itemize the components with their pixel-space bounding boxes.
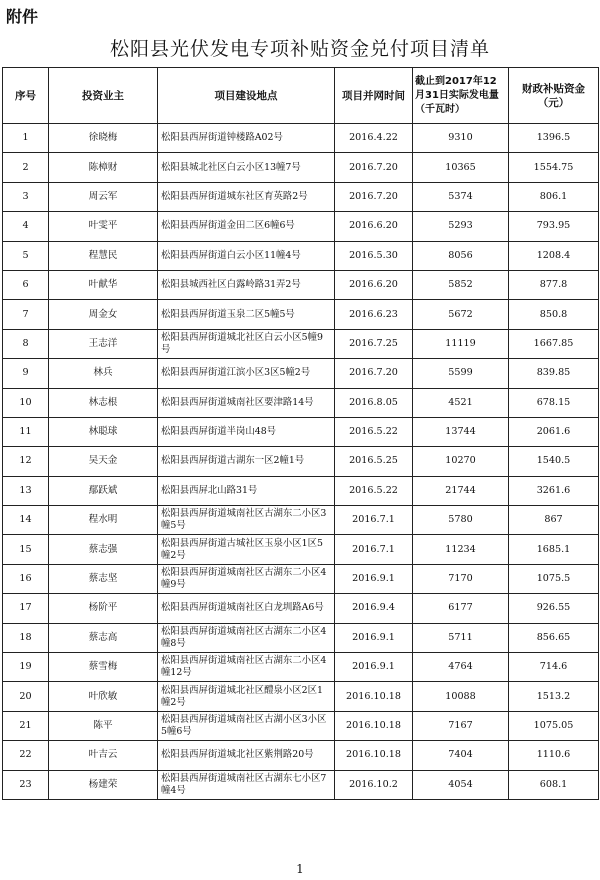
cell-generation: 7170 <box>413 564 509 593</box>
cell-location: 松阳县西屏街道江滨小区3区5幢2号 <box>158 359 335 388</box>
cell-subsidy: 867 <box>509 506 599 535</box>
cell-owner: 王志洋 <box>49 329 158 358</box>
cell-generation: 8056 <box>413 241 509 270</box>
cell-grid-date: 2016.5.30 <box>335 241 413 270</box>
cell-location: 松阳县西屏街道白云小区11幢4号 <box>158 241 335 270</box>
cell-subsidy: 1554.75 <box>509 153 599 182</box>
cell-owner: 叶献华 <box>49 270 158 299</box>
table-row <box>3 241 599 270</box>
cell-no: 1 <box>3 124 49 153</box>
cell-location: 松阳县西屏街道城北社区白云小区5幢9号 <box>158 329 335 358</box>
table-row <box>3 741 599 770</box>
cell-generation: 13744 <box>413 417 509 446</box>
table-row <box>3 153 599 182</box>
cell-location: 松阳县西屏街道钟楼路A02号 <box>158 124 335 153</box>
cell-no: 3 <box>3 182 49 211</box>
cell-subsidy: 806.1 <box>509 182 599 211</box>
cell-generation: 10088 <box>413 682 509 711</box>
cell-no: 21 <box>3 711 49 740</box>
cell-location: 松阳县西屏街道城南社区古湖东二小区4幢12号 <box>158 653 335 682</box>
cell-no: 10 <box>3 388 49 417</box>
table-row <box>3 594 599 623</box>
cell-location: 松阳县西屏街道城南社区白龙圳路A6号 <box>158 594 335 623</box>
cell-no: 13 <box>3 476 49 505</box>
cell-generation: 4521 <box>413 388 509 417</box>
table-row <box>3 124 599 153</box>
cell-no: 4 <box>3 212 49 241</box>
cell-owner: 蔡志高 <box>49 623 158 652</box>
cell-generation: 5599 <box>413 359 509 388</box>
cell-grid-date: 2016.9.1 <box>335 653 413 682</box>
cell-location: 松阳县西屏街道城东社区育英路2号 <box>158 182 335 211</box>
attachment-label: 附件 <box>6 7 39 26</box>
cell-owner: 周云军 <box>49 182 158 211</box>
cell-location: 松阳县西屏街道半岗山48号 <box>158 417 335 446</box>
cell-location: 松阳县西屏街道城南社区古湖东二小区4幢8号 <box>158 623 335 652</box>
cell-location: 松阳县城西社区白露岭路31弄2号 <box>158 270 335 299</box>
document-title: 松阳县光伏发电专项补贴资金兑付项目清单 <box>109 38 490 60</box>
cell-grid-date: 2016.6.20 <box>335 270 413 299</box>
table-row <box>3 564 599 593</box>
cell-owner: 陈樟财 <box>49 153 158 182</box>
cell-owner: 叶吉云 <box>49 741 158 770</box>
cell-subsidy: 877.8 <box>509 270 599 299</box>
table-body <box>3 124 599 800</box>
cell-no: 12 <box>3 447 49 476</box>
cell-no: 22 <box>3 741 49 770</box>
cell-subsidy: 1667.85 <box>509 329 599 358</box>
cell-no: 17 <box>3 594 49 623</box>
cell-no: 15 <box>3 535 49 564</box>
table-row <box>3 682 599 711</box>
cell-location: 松阳县西屏街道古城社区玉泉小区1区5幢2号 <box>158 535 335 564</box>
cell-grid-date: 2016.9.1 <box>335 564 413 593</box>
header-owner: 投资业主 <box>49 68 158 124</box>
cell-subsidy: 1075.5 <box>509 564 599 593</box>
cell-grid-date: 2016.7.25 <box>335 329 413 358</box>
cell-grid-date: 2016.7.1 <box>335 535 413 564</box>
cell-subsidy: 839.85 <box>509 359 599 388</box>
cell-owner: 周金女 <box>49 300 158 329</box>
cell-grid-date: 2016.7.20 <box>335 359 413 388</box>
cell-location: 松阳县西屏街道玉泉二区5幢5号 <box>158 300 335 329</box>
table-row <box>3 476 599 505</box>
cell-subsidy: 3261.6 <box>509 476 599 505</box>
cell-grid-date: 2016.6.20 <box>335 212 413 241</box>
cell-grid-date: 2016.6.23 <box>335 300 413 329</box>
cell-generation: 10270 <box>413 447 509 476</box>
header-no: 序号 <box>3 68 49 124</box>
cell-owner: 鄢跃斌 <box>49 476 158 505</box>
cell-no: 9 <box>3 359 49 388</box>
cell-subsidy: 1513.2 <box>509 682 599 711</box>
cell-location: 松阳县西屏街道城北社区醴泉小区2区1幢2号 <box>158 682 335 711</box>
table-row <box>3 447 599 476</box>
cell-no: 18 <box>3 623 49 652</box>
cell-owner: 林聪球 <box>49 417 158 446</box>
cell-no: 8 <box>3 329 49 358</box>
cell-no: 19 <box>3 653 49 682</box>
cell-subsidy: 608.1 <box>509 770 599 799</box>
cell-subsidy: 1396.5 <box>509 124 599 153</box>
cell-subsidy: 1685.1 <box>509 535 599 564</box>
cell-grid-date: 2016.10.18 <box>335 741 413 770</box>
table-row <box>3 329 599 358</box>
cell-grid-date: 2016.8.05 <box>335 388 413 417</box>
cell-location: 松阳县西屏街道城南社区古湖东七小区7幢4号 <box>158 770 335 799</box>
cell-generation: 21744 <box>413 476 509 505</box>
cell-subsidy: 850.8 <box>509 300 599 329</box>
table-row <box>3 182 599 211</box>
cell-grid-date: 2016.9.4 <box>335 594 413 623</box>
cell-no: 14 <box>3 506 49 535</box>
header-subsidy: 财政补贴资金（元） <box>509 68 599 124</box>
table-row <box>3 300 599 329</box>
cell-generation: 6177 <box>413 594 509 623</box>
cell-subsidy: 856.65 <box>509 623 599 652</box>
cell-grid-date: 2016.7.1 <box>335 506 413 535</box>
cell-generation: 11234 <box>413 535 509 564</box>
table-row <box>3 270 599 299</box>
cell-no: 2 <box>3 153 49 182</box>
cell-generation: 4054 <box>413 770 509 799</box>
cell-no: 6 <box>3 270 49 299</box>
subsidy-table <box>2 67 599 800</box>
cell-generation: 5374 <box>413 182 509 211</box>
cell-location: 松阳县西屏街道城北社区紫荆路20号 <box>158 741 335 770</box>
cell-no: 16 <box>3 564 49 593</box>
table-row <box>3 535 599 564</box>
cell-owner: 程慧民 <box>49 241 158 270</box>
cell-subsidy: 1540.5 <box>509 447 599 476</box>
cell-generation: 7404 <box>413 741 509 770</box>
cell-grid-date: 2016.4.22 <box>335 124 413 153</box>
cell-location: 松阳县西屏街道城南社区古湖小区3小区5幢6号 <box>158 711 335 740</box>
cell-no: 23 <box>3 770 49 799</box>
cell-generation: 9310 <box>413 124 509 153</box>
header-grid-date: 项目并网时间 <box>335 68 413 124</box>
cell-generation: 5711 <box>413 623 509 652</box>
cell-generation: 7167 <box>413 711 509 740</box>
cell-owner: 程水明 <box>49 506 158 535</box>
cell-generation: 5780 <box>413 506 509 535</box>
cell-generation: 10365 <box>413 153 509 182</box>
cell-location: 松阳县西屏街道城南社区要津路14号 <box>158 388 335 417</box>
cell-grid-date: 2016.10.18 <box>335 682 413 711</box>
cell-owner: 叶欣敏 <box>49 682 158 711</box>
cell-subsidy: 678.15 <box>509 388 599 417</box>
cell-location: 松阳县西屏北山路31号 <box>158 476 335 505</box>
cell-owner: 杨建荣 <box>49 770 158 799</box>
table-row <box>3 359 599 388</box>
cell-no: 20 <box>3 682 49 711</box>
cell-generation: 5672 <box>413 300 509 329</box>
cell-grid-date: 2016.9.1 <box>335 623 413 652</box>
cell-owner: 蔡雪梅 <box>49 653 158 682</box>
cell-owner: 蔡志强 <box>49 535 158 564</box>
cell-location: 松阳县城北社区白云小区13幢7号 <box>158 153 335 182</box>
cell-grid-date: 2016.10.18 <box>335 711 413 740</box>
cell-grid-date: 2016.5.25 <box>335 447 413 476</box>
header-generation: 截止到2017年12月31日实际发电量（千瓦时） <box>413 68 509 124</box>
cell-generation: 5293 <box>413 212 509 241</box>
cell-owner: 吴天金 <box>49 447 158 476</box>
table-row <box>3 506 599 535</box>
table-header-row <box>3 68 599 124</box>
table-row <box>3 623 599 652</box>
cell-location: 松阳县西屏街道金田二区6幢6号 <box>158 212 335 241</box>
cell-owner: 陈平 <box>49 711 158 740</box>
cell-grid-date: 2016.5.22 <box>335 417 413 446</box>
cell-subsidy: 926.55 <box>509 594 599 623</box>
cell-subsidy: 714.6 <box>509 653 599 682</box>
cell-owner: 杨阶平 <box>49 594 158 623</box>
cell-no: 7 <box>3 300 49 329</box>
cell-location: 松阳县西屏街道古湖东一区2幢1号 <box>158 447 335 476</box>
table-row <box>3 711 599 740</box>
table-row <box>3 212 599 241</box>
cell-generation: 11119 <box>413 329 509 358</box>
cell-location: 松阳县西屏街道城南社区古湖东二小区3幢5号 <box>158 506 335 535</box>
cell-generation: 5852 <box>413 270 509 299</box>
page-number: 1 <box>296 862 304 876</box>
table-row <box>3 417 599 446</box>
cell-subsidy: 1110.6 <box>509 741 599 770</box>
cell-grid-date: 2016.5.22 <box>335 476 413 505</box>
table-row <box>3 388 599 417</box>
header-location: 项目建设地点 <box>158 68 335 124</box>
cell-grid-date: 2016.10.2 <box>335 770 413 799</box>
cell-subsidy: 1208.4 <box>509 241 599 270</box>
table-row <box>3 770 599 799</box>
cell-subsidy: 2061.6 <box>509 417 599 446</box>
table-row <box>3 653 599 682</box>
cell-no: 5 <box>3 241 49 270</box>
cell-owner: 林志根 <box>49 388 158 417</box>
cell-owner: 叶雯平 <box>49 212 158 241</box>
cell-grid-date: 2016.7.20 <box>335 153 413 182</box>
cell-no: 11 <box>3 417 49 446</box>
cell-subsidy: 1075.05 <box>509 711 599 740</box>
cell-generation: 4764 <box>413 653 509 682</box>
cell-owner: 徐晓梅 <box>49 124 158 153</box>
cell-owner: 蔡志坚 <box>49 564 158 593</box>
cell-grid-date: 2016.7.20 <box>335 182 413 211</box>
cell-owner: 林兵 <box>49 359 158 388</box>
cell-location: 松阳县西屏街道城南社区古湖东二小区4幢9号 <box>158 564 335 593</box>
cell-subsidy: 793.95 <box>509 212 599 241</box>
